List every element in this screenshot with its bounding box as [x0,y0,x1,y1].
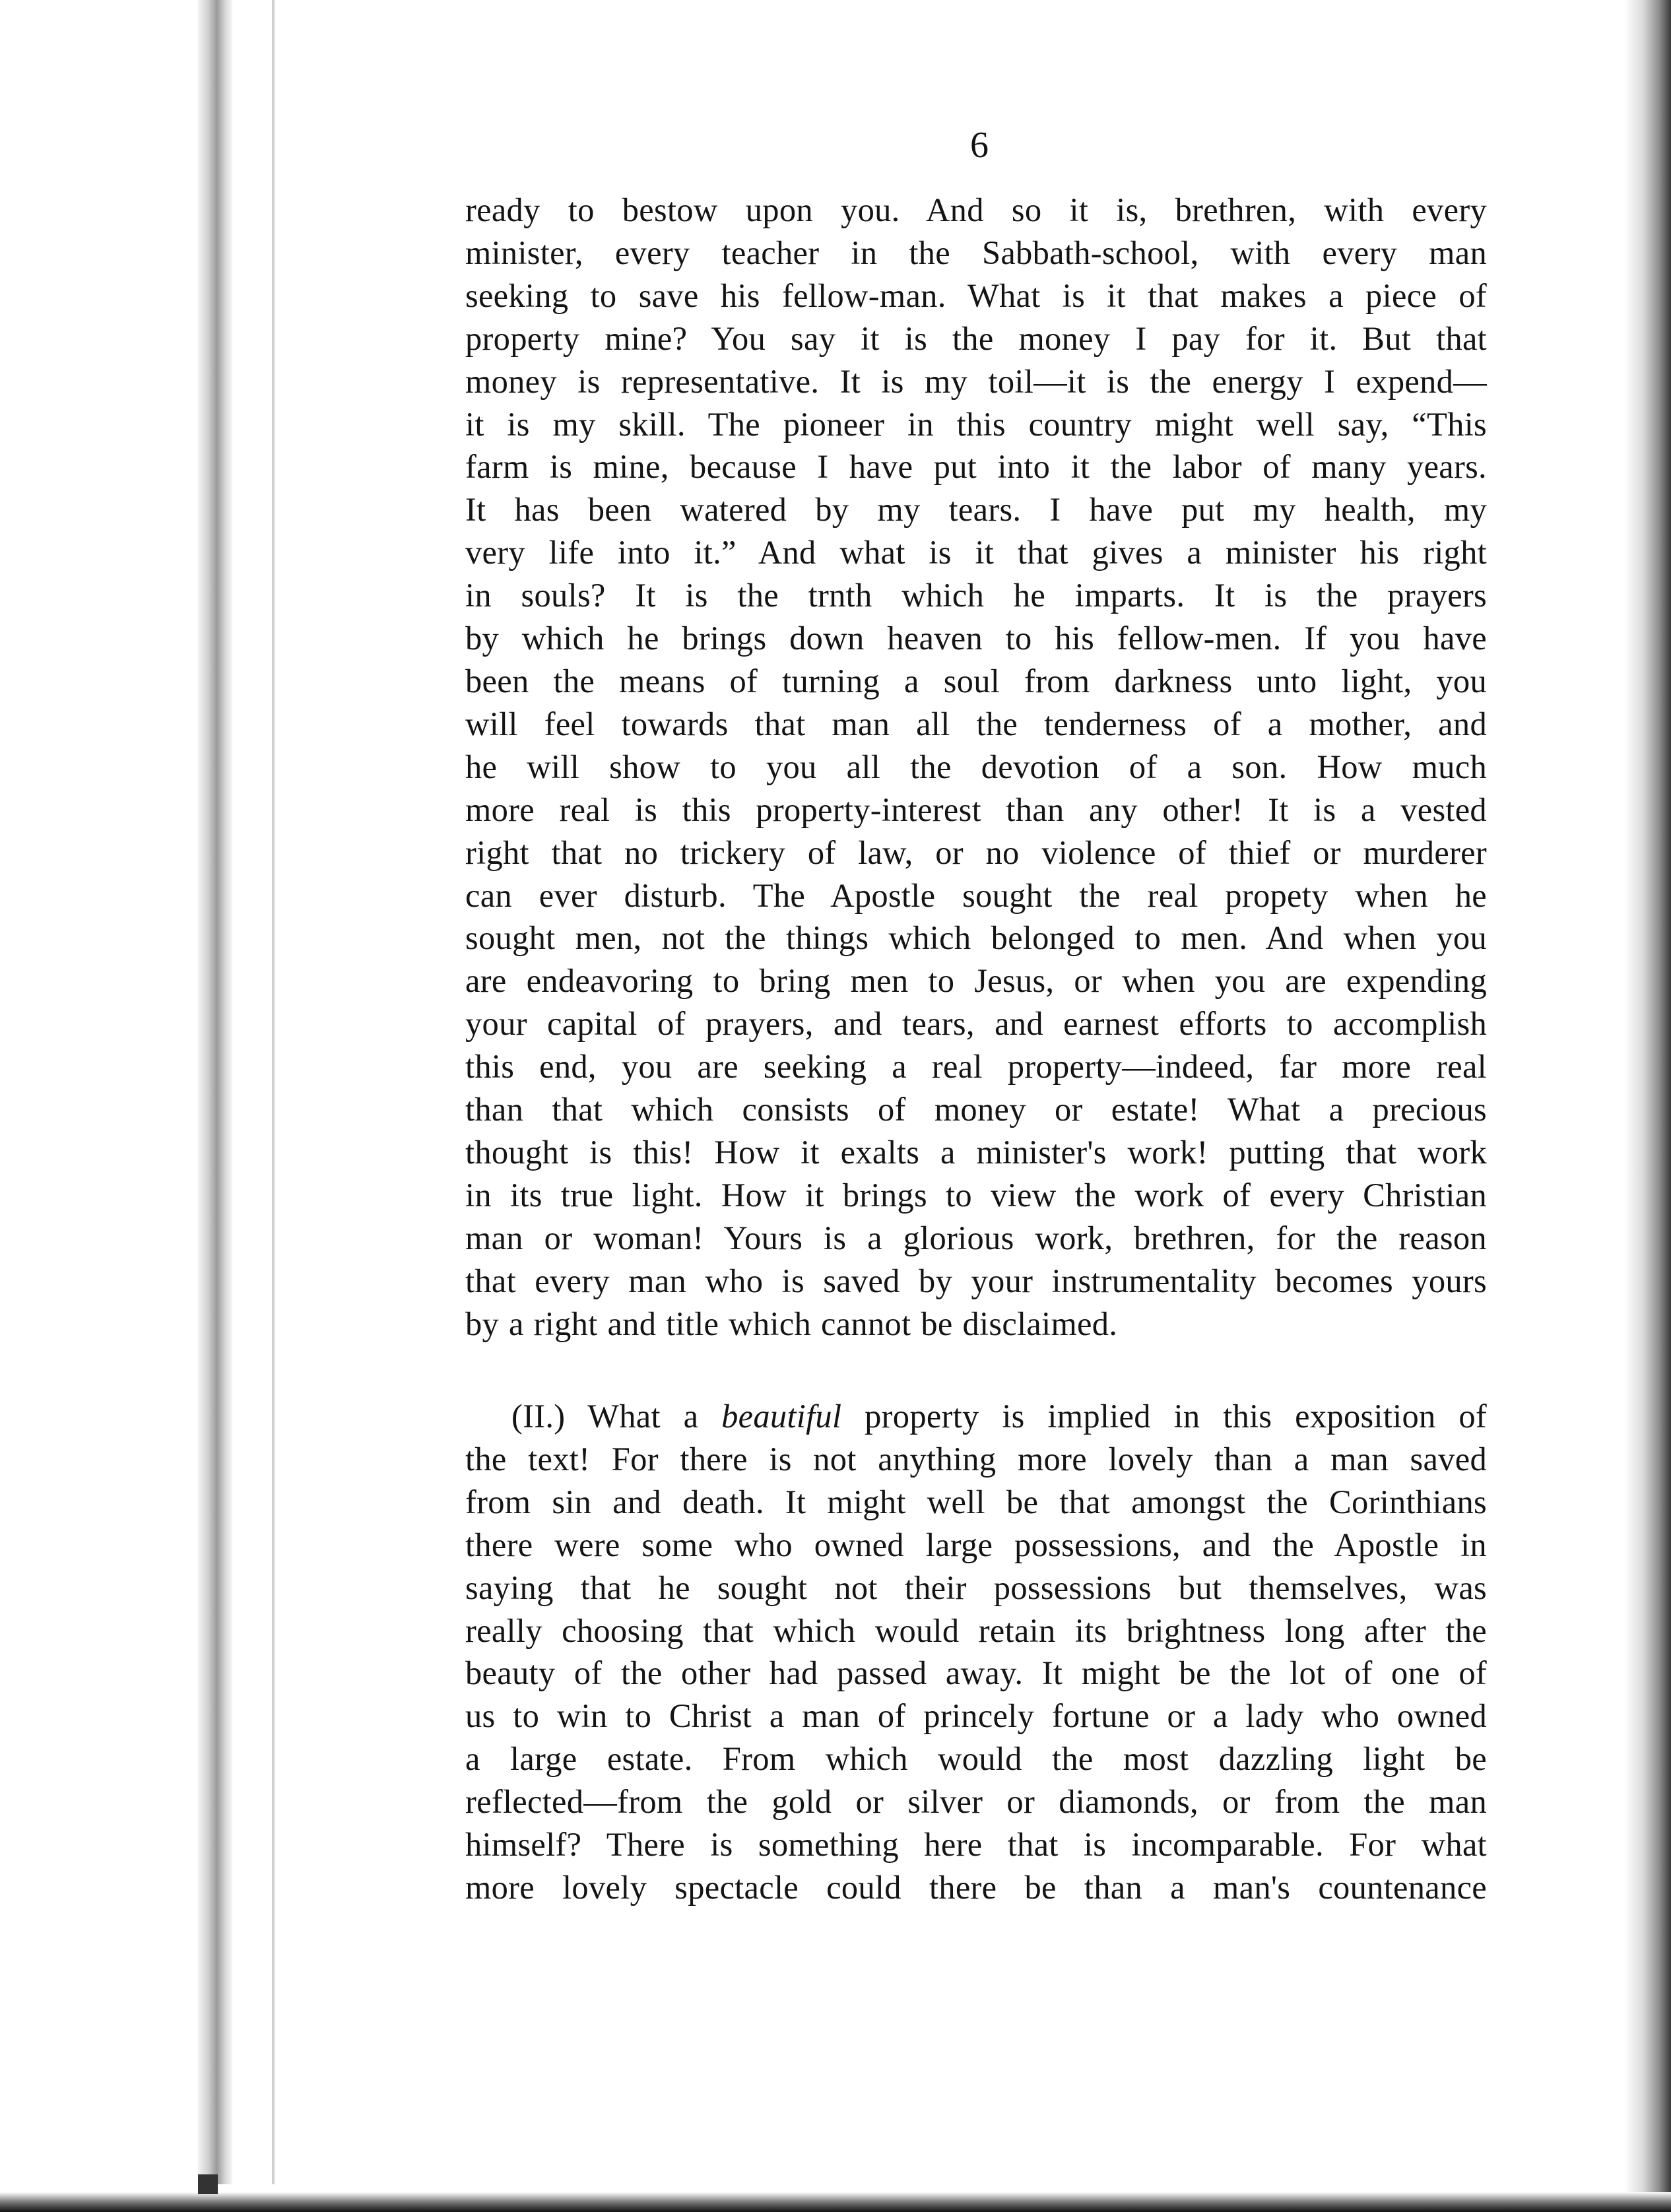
italic-emphasis: beautiful [721,1398,842,1435]
text-line: will feel towards that man all the tenderness of a mother, and [465,705,1487,742]
text-line: us to win to Christ a man of princely fortune or a lady who owned [465,1697,1487,1735]
text-line: beauty of the other had passed away. It might be the lot of one of [465,1654,1487,1692]
text-line: in souls? It is the trnth which he imparts. It is the prayers [465,577,1487,614]
text-line: sought men, not the things which belonged to men. And when you [465,919,1487,957]
text-line: than that which consists of money or estate! What a precious [465,1091,1487,1128]
text-line: saying that he sought not their possessions but themselves, was [465,1569,1487,1606]
text-line: himself? There is something here that is incomparable. For what [465,1826,1487,1864]
text-line: the text! For there is not anything more lovely than a man saved [465,1440,1487,1478]
page-right-edge-shadow [1625,0,1671,2212]
text-line: been the means of turning a soul from darkness unto light, you [465,662,1487,699]
text-line: more real is this property-interest than any other! It is a vested [465,791,1487,828]
text-line: ready to bestow upon you. And so it is, brethren, with every [465,191,1487,228]
paragraph-2 [465,1395,1487,1909]
text-line: farm is mine, because I have put into it the labor of many years. [465,448,1487,486]
text-line: seeking to save his fellow-man. What is it that makes a piece of [465,276,1487,314]
text-line: It has been watered by my tears. I have put my health, my [465,491,1487,529]
text-line: in its true light. How it brings to view the work of every Christian [465,1176,1487,1214]
text-line: more lovely spectacle could there be than a man's countenance [465,1868,1487,1906]
text-line: a large estate. From which would the most dazzling light be [465,1740,1487,1778]
text-run: property is implied in this exposition of [841,1398,1487,1435]
text-line: can ever disturb. The Apostle sought the real propety when he [465,876,1487,914]
text-line: it is my skill. The pioneer in this country might well say, “This [465,405,1487,443]
text-line: right that no trickery of law, or no violence of thief or murderer [465,833,1487,871]
text-line: there were some who owned large possessions, and the Apostle in [465,1526,1487,1563]
page-left-margin-line [272,0,275,2184]
text-line: minister, every teacher in the Sabbath-school, with every man [465,234,1487,271]
paragraph-1 [465,189,1487,1345]
text-line: thought is this! How it exalts a minister's work! putting that work [465,1133,1487,1171]
text-line: property mine? You say it is the money I pay for it. But that [465,319,1487,357]
text-line: from sin and death. It might well be that amongst the Corinthians [465,1483,1487,1520]
text-line: man or woman! Yours is a glorious work, brethren, for the reason [465,1219,1487,1256]
page-bottom-edge-shadow [0,2192,1671,2212]
page-number: 6 [970,125,989,166]
text-line: that every man who is saved by your instrumentality becomes yours [465,1262,1487,1299]
text-line: by a right and title which cannot be disclaimed. [465,1305,1118,1342]
text-line: are endeavoring to bring men to Jesus, or when you are expending [465,962,1487,1000]
text-run: (II.) What a [511,1398,722,1435]
page-corner-mark [198,2174,218,2194]
text-line: money is representative. It is my toil—it is the energy I expend— [465,362,1487,400]
text-line-first [465,1395,1487,1438]
text-line: really choosing that which would retain its brightness long after the [465,1611,1487,1649]
text-line: very life into it.” And what is it that gives a minister his right [465,534,1487,571]
text-line: this end, you are seeking a real property—indeed, far more real [465,1048,1487,1086]
text-line: he will show to you all the devotion of a son. How much [465,748,1487,785]
page-left-edge-shadow [198,0,232,2184]
text-line: by which he brings down heaven to his fellow-men. If you have [465,620,1487,657]
text-line: reflected—from the gold or silver or diamonds, or from the man [465,1783,1487,1821]
text-line: your capital of prayers, and tears, and earnest efforts to accomplish [465,1005,1487,1043]
